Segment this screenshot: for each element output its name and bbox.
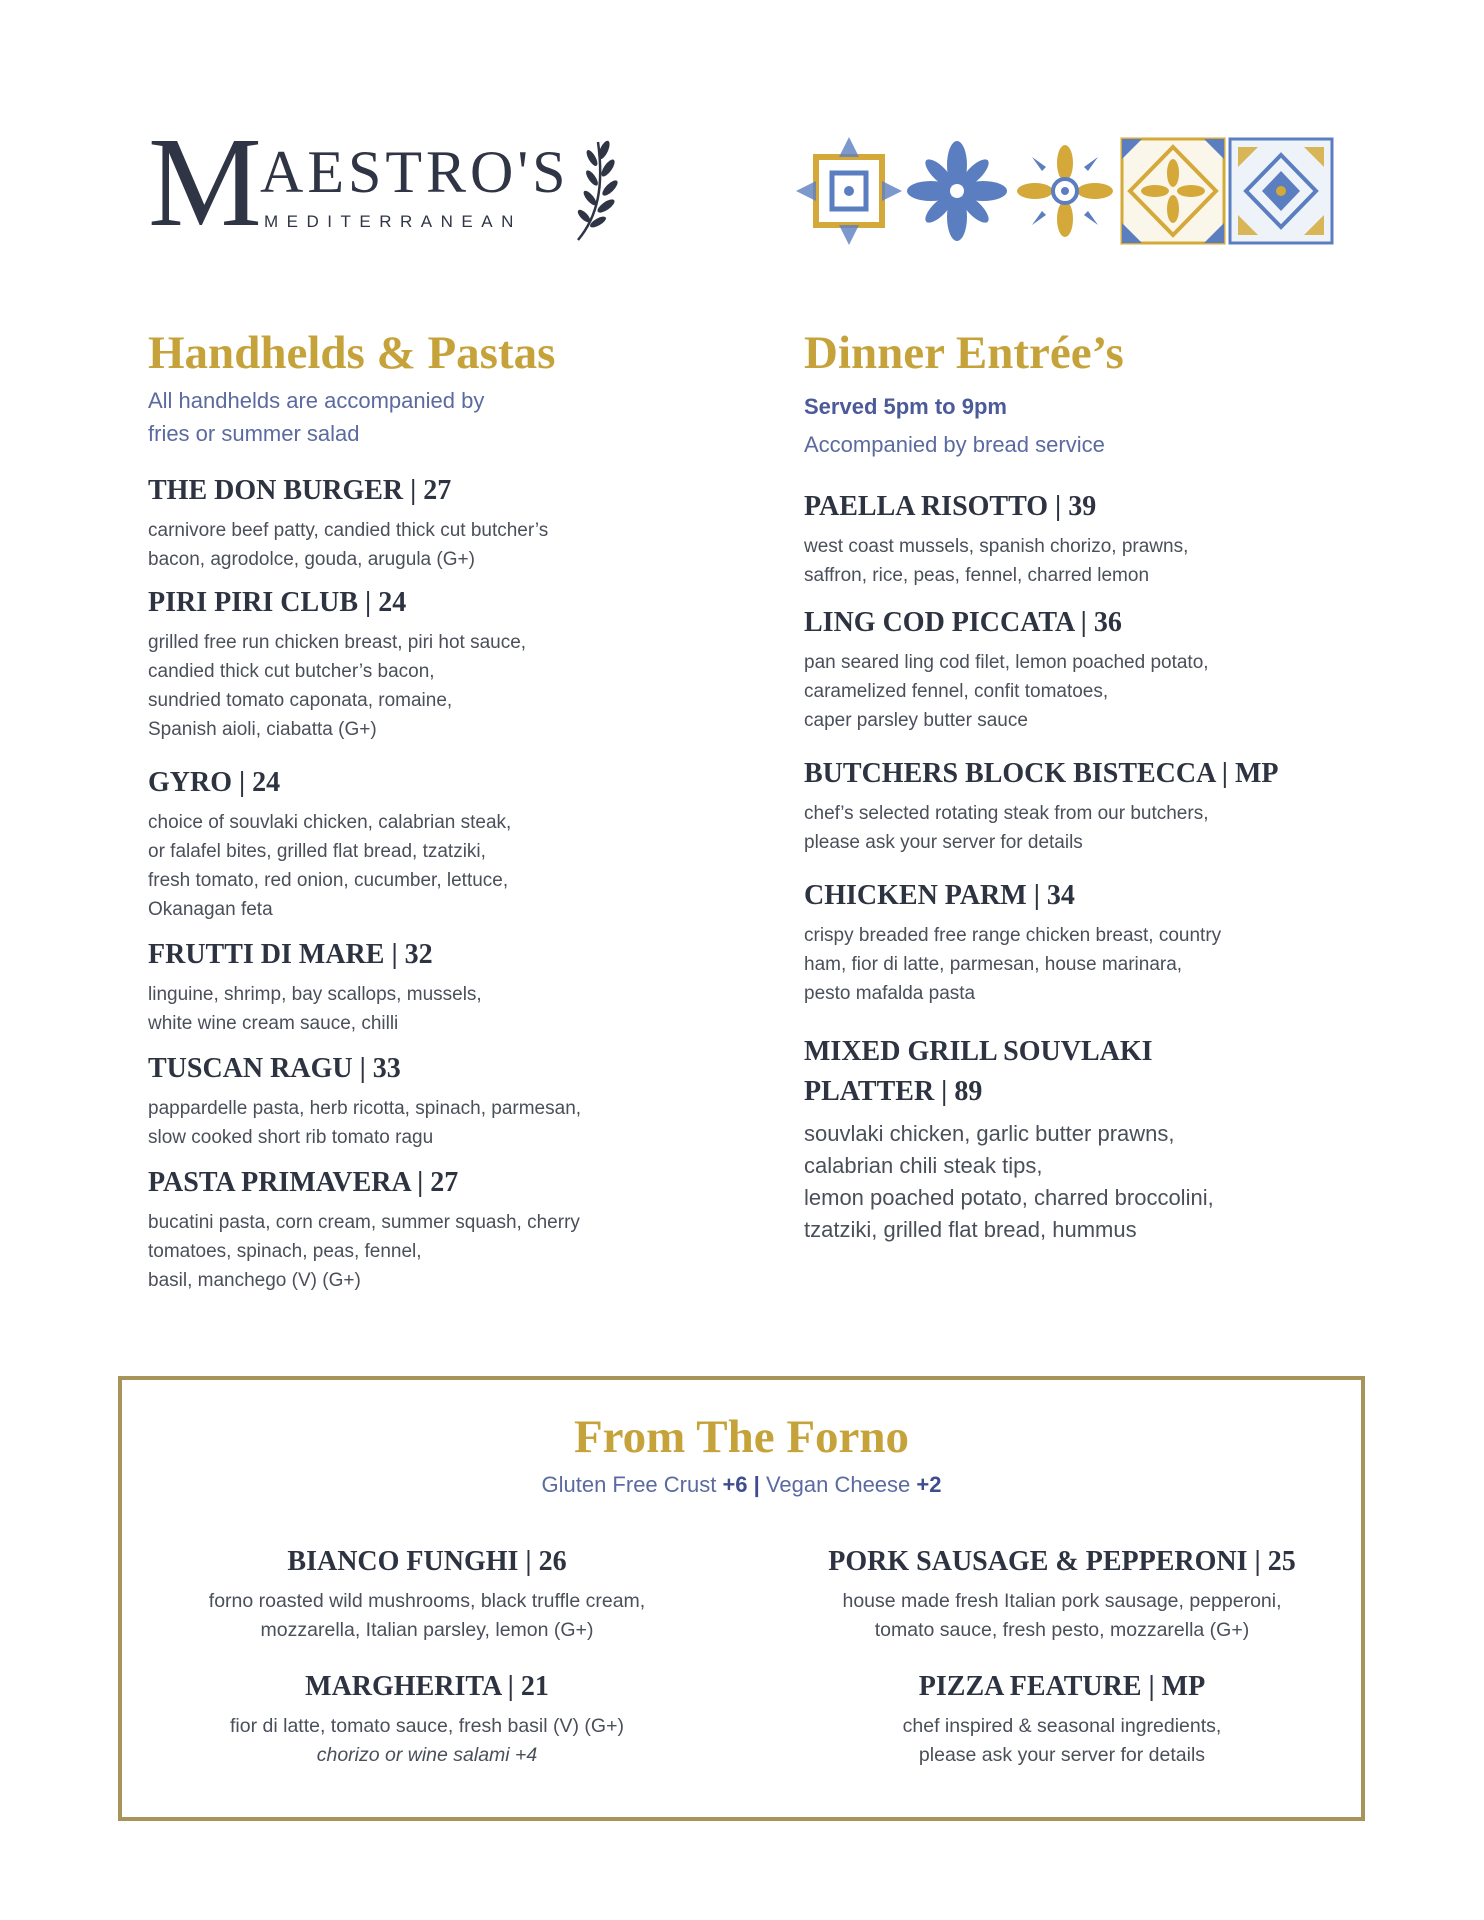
menu-item: [148, 586, 708, 744]
item-name: MIXED GRILL SOUVLAKI PLATTER | 89: [804, 1035, 1153, 1107]
item-description: forno roasted wild mushrooms, black truffle cream, mozzarella, Italian parsley, lemon (G+): [208, 1590, 646, 1641]
item-description: carnivore beef patty, candied thick cut butcher’s bacon, agrodolce, gouda, arugula (G+): [148, 519, 549, 570]
menu-item: [804, 757, 1364, 857]
menu-item: [148, 1052, 708, 1152]
item-name: MARGHERITA | 21: [305, 1671, 549, 1702]
laurel-icon: [568, 136, 620, 244]
item-description: linguine, shrimp, bay scallops, mussels, white wine cream sauce, chilli: [148, 983, 482, 1034]
item-description: chef inspired & seasonal ingredients, please ask your server for details: [902, 1715, 1222, 1766]
item-name: THE DON BURGER | 27: [148, 474, 452, 506]
item-name: PIZZA FEATURE | MP: [918, 1671, 1206, 1702]
item-description: chef’s selected rotating steak from our butchers, please ask your server for details: [804, 802, 1209, 853]
item-description: choice of souvlaki chicken, calabrian steak, or falafel bites, grilled flat bread, tzatziki, fresh tomato, red onion, cucumber, lettuce, Okanagan feta: [148, 811, 512, 920]
item-description: grilled free run chicken breast, piri hot sauce, candied thick cut butcher’s bacon, sundried tomato caponata, romaine, Spanish aioli, ciabatta (G+): [148, 631, 527, 740]
item-name: BUTCHERS BLOCK BISTECCA | MP: [804, 757, 1279, 789]
menu-item: [804, 1032, 1364, 1246]
tile-1-icon: [796, 137, 902, 245]
pizza-item: [762, 1545, 1362, 1645]
tile-5-icon: [1228, 137, 1334, 245]
item-description: pan seared ling cod filet, lemon poached potato, caramelized fennel, confit tomatoes, caper parsley butter sauce: [804, 651, 1209, 731]
menu-item: [148, 1166, 708, 1295]
item-description: west coast mussels, spanish chorizo, prawns, saffron, rice, peas, fennel, charred lemon: [804, 535, 1189, 586]
section-title-handhelds: Handhelds & Pastas: [148, 327, 556, 379]
logo-monogram: M: [148, 111, 258, 253]
item-description: house made fresh Italian pork sausage, pepperoni, tomato sauce, fresh pesto, mozzarella (G+): [842, 1590, 1282, 1641]
item-name: PASTA PRIMAVERA | 27: [148, 1166, 459, 1198]
section-title-forno: From The Forno: [573, 1411, 910, 1463]
bread-service-note: Accompanied by bread service: [804, 431, 1105, 457]
pizza-item: [762, 1670, 1362, 1770]
tile-2-icon: [904, 137, 1010, 245]
section-title-dinner: Dinner Entrée’s: [804, 327, 1124, 379]
dinner-entrees-section: [804, 328, 1364, 1246]
decorative-tiles: [796, 137, 1334, 245]
handhelds-note: All handhelds are accompanied by fries or summer salad: [148, 387, 485, 446]
menu-item: [148, 766, 708, 924]
item-description: fior di latte, tomato sauce, fresh basil (V) (G+) chorizo or wine salami +4: [127, 1712, 727, 1770]
menu-item: [804, 490, 1364, 590]
menu-item: [804, 879, 1364, 1008]
item-name: PAELLA RISOTTO | 39: [804, 490, 1097, 522]
addon-note: chorizo or wine salami +4: [316, 1744, 538, 1766]
item-name: PORK SAUSAGE & PEPPERONI | 25: [828, 1546, 1296, 1577]
item-name: PIRI PIRI CLUB | 24: [148, 586, 407, 618]
menu-item: [148, 938, 708, 1038]
item-name: LING COD PICCATA | 36: [804, 606, 1122, 638]
tile-3-icon: [1012, 137, 1118, 245]
item-name: CHICKEN PARM | 34: [804, 879, 1075, 911]
item-description: souvlaki chicken, garlic butter prawns, calabrian chili steak tips, lemon poached potato, charred broccolini, tzatziki, grilled flat bread, hummus: [804, 1120, 1214, 1242]
item-description: crispy breaded free range chicken breast, country ham, fior di latte, parmesan, house marinara, pesto mafalda pasta: [804, 924, 1222, 1004]
pizza-item: [127, 1670, 727, 1770]
forno-options: Gluten Free Crust +6 | Vegan Cheese +2: [541, 1472, 942, 1497]
item-name: GYRO | 24: [148, 766, 281, 798]
item-name: BIANCO FUNGHI | 26: [287, 1546, 567, 1577]
brand-logo: [148, 111, 618, 253]
item-name: FRUTTI DI MARE | 32: [148, 938, 433, 970]
logo-subtitle: MEDITERRANEAN: [264, 212, 522, 231]
item-description: pappardelle pasta, herb ricotta, spinach, parmesan, slow cooked short rib tomato ragu: [148, 1097, 582, 1148]
handhelds-section: [148, 328, 708, 1295]
tile-4-icon: [1120, 137, 1226, 245]
forno-section: [118, 1376, 1365, 1821]
served-hours: Served 5pm to 9pm: [804, 393, 1007, 419]
item-description: bucatini pasta, corn cream, summer squash, cherry tomatoes, spinach, peas, fennel, basil, manchego (V) (G+): [148, 1211, 580, 1291]
pizza-item: [127, 1545, 727, 1645]
item-name: TUSCAN RAGU | 33: [148, 1052, 401, 1084]
menu-item: [804, 606, 1364, 735]
logo-wordmark: AESTRO'S: [260, 139, 570, 205]
menu-item: [148, 474, 708, 574]
